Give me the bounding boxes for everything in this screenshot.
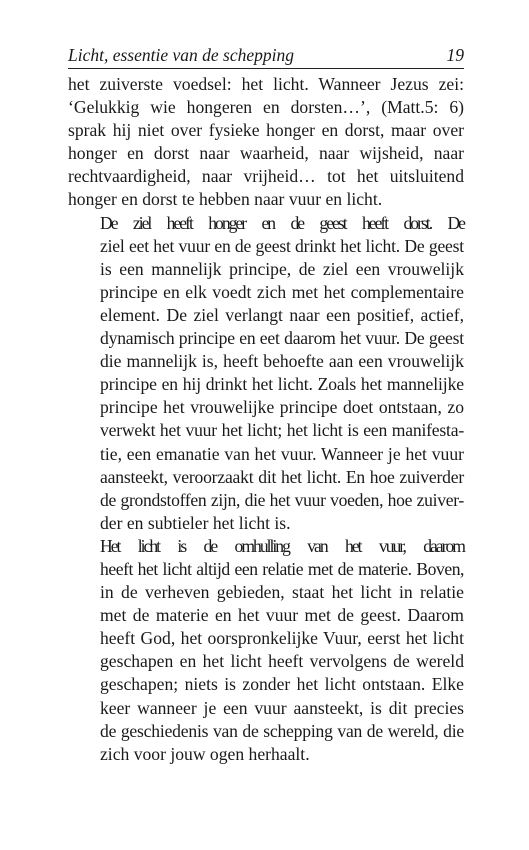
text-line: principe en elk voedt zich met het complementaire	[100, 281, 464, 302]
text-line: rechtvaardigheid, naar vrijheid… tot het uitsluitend	[68, 166, 464, 187]
running-head	[68, 44, 464, 69]
text-line: heeft het licht altijd een relatie met de materie. Boven,	[100, 558, 464, 579]
text-line: ziel eet het vuur en de geest drinkt het licht. De geest	[100, 235, 464, 256]
text-line: dynamisch principe en eet daarom het vuur. De geest	[100, 328, 464, 349]
text-line: de grondstoffen zijn, die het vuur voeden, hoe zuiver-	[100, 489, 464, 510]
text-line: geschapen en het licht heeft vervolgens de wereld	[100, 651, 464, 672]
running-head-title: Licht, essentie van de schepping	[68, 45, 294, 65]
text-line: het zuiverste voedsel: het licht. Wanneer Jezus zei:	[68, 74, 464, 94]
text-line: Het licht is de omhulling van het vuur, daarom	[100, 535, 464, 556]
paragraph-3	[68, 535, 464, 766]
paragraph-1	[68, 73, 464, 212]
text-line: heeft God, het oorspronkelijke Vuur, eerst het licht	[100, 628, 464, 649]
text-line: keer wanneer je een vuur aansteekt, is dit precies	[100, 697, 464, 718]
text-line: principe en hij drinkt het licht. Zoals het mannelijke	[100, 374, 464, 395]
text-line: in de verheven gebieden, staat het licht in relatie	[100, 582, 464, 603]
text-line: de geschiedenis van de schepping van de wereld, die	[100, 720, 464, 741]
text-line: der en subtieler het licht is.	[100, 512, 291, 533]
text-line: verwekt het vuur het licht; het licht is een manifesta-	[100, 420, 464, 441]
body-text	[68, 73, 464, 766]
text-line: honger en dorst te hebben naar vuur en licht.	[68, 189, 383, 210]
text-line: aansteekt, veroorzaakt dit het licht. En hoe zuiverder	[100, 466, 464, 487]
text-line: De ziel heeft honger en de geest heeft dorst. De	[100, 212, 464, 233]
paragraph-2	[68, 212, 464, 535]
text-line: tie, een emanatie van het vuur. Wanneer je het vuur	[100, 443, 464, 464]
text-line: zich voor jouw ogen herhaalt.	[100, 743, 310, 764]
text-line: ‘Gelukkig wie hongeren en dorsten…’, (Matt.5: 6)	[68, 97, 464, 118]
text-line: die mannelijk is, heeft behoefte aan een vrouwelijk	[100, 351, 464, 372]
page-number: 19	[446, 45, 464, 65]
text-line: is een mannelijk principe, de ziel een vrouwelijk	[100, 258, 464, 279]
text-line: honger en dorst naar waarheid, naar wijsheid, naar	[68, 143, 464, 164]
text-line: principe het vrouwelijke principe doet ontstaan, zo	[100, 397, 464, 418]
text-line: sprak hij niet over fysieke honger en dorst, maar over	[68, 120, 464, 141]
text-line: met de materie en het vuur met de geest. Daarom	[100, 605, 464, 626]
text-line: geschapen; niets is zonder het licht ontstaan. Elke	[100, 674, 464, 695]
text-line: element. De ziel verlangt naar een positief, actief,	[100, 304, 464, 325]
